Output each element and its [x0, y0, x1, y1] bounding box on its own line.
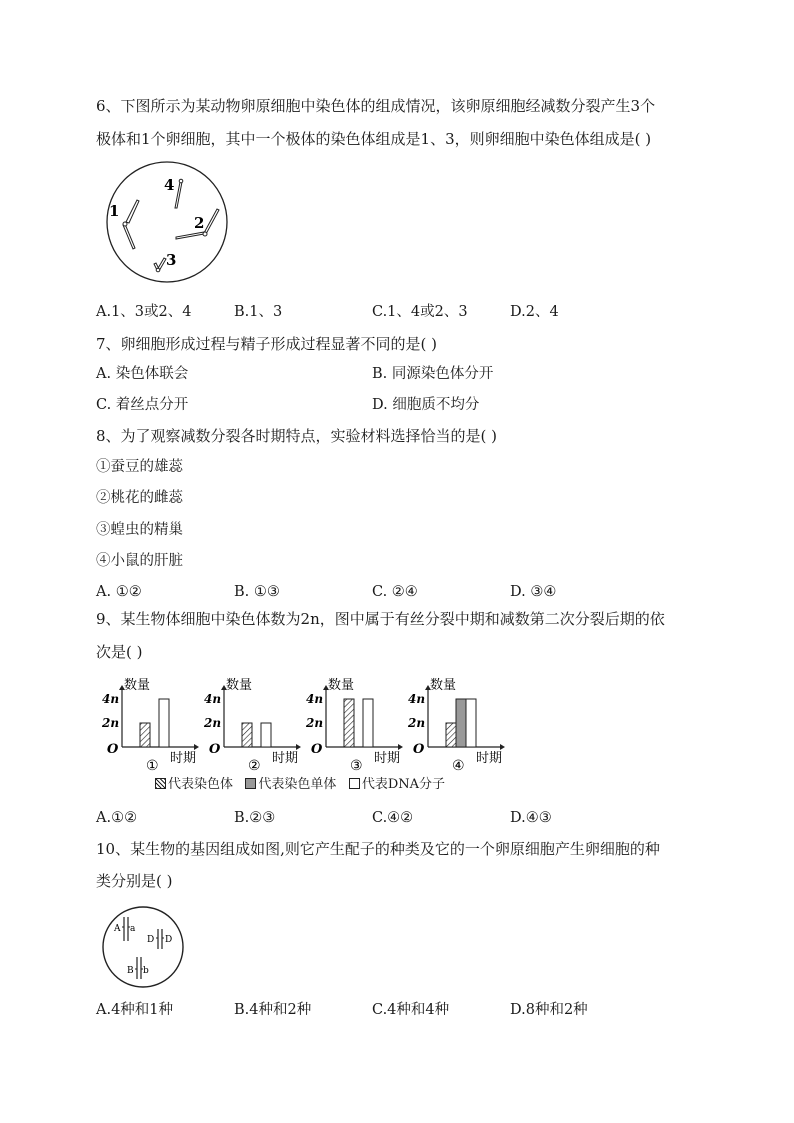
- q8-option-d[interactable]: D. ③④: [510, 584, 557, 600]
- q8-item-4: ④小鼠的肝脏: [96, 553, 183, 569]
- ylabel-1: 数量: [124, 678, 151, 693]
- q9-charts-svg: [100, 674, 520, 774]
- q7-option-d[interactable]: D. 细胞质不均分: [372, 397, 480, 413]
- q10-gene-figure: [100, 905, 190, 990]
- q6-stem-line1: 6、下图所示为某动物卵原细胞中染色体的组成情况，该卵原细胞经减数分裂产生3个: [96, 97, 656, 115]
- q10-stem-line2: 类分别是( ): [96, 872, 173, 890]
- q6-option-c[interactable]: C.1、4或2、3: [372, 304, 468, 320]
- ytick-2n-1: 2n: [102, 716, 120, 730]
- q10-option-c[interactable]: C.4种和4种: [372, 1002, 450, 1018]
- bar-1-代表DNA分子: [159, 699, 169, 747]
- x-arrow-4: [500, 744, 505, 750]
- xlabel-2: 时期: [272, 751, 299, 766]
- bar-4-代表DNA分子: [466, 699, 476, 747]
- origin-1: O: [107, 742, 119, 757]
- ylabel-4: 数量: [430, 678, 457, 693]
- q10-option-b[interactable]: B.4种和2种: [234, 1002, 312, 1018]
- ylabel-2: 数量: [226, 678, 253, 693]
- q9-legend: [155, 776, 445, 794]
- q10-stem-line1: 10、某生物的基因组成如图,则它产生配子的种类及它的一个卵原细胞产生卵细胞的种: [96, 840, 660, 858]
- chromosome-3: [154, 258, 166, 272]
- x-arrow-3: [398, 744, 403, 750]
- q6-stem-line2: 极体和1个卵细胞，其中一个极体的染色体组成是1、3，则卵细胞中染色体组成是( ): [96, 130, 652, 148]
- q9-option-b[interactable]: B.②③: [234, 810, 276, 826]
- q8-option-c[interactable]: C. ②④: [372, 584, 418, 600]
- legend-swatch-dna: [349, 778, 360, 789]
- xlabel-3: 时期: [374, 751, 401, 766]
- bar-4-代表染色体: [446, 723, 456, 747]
- category-label-4: ④: [452, 758, 465, 774]
- legend-chromosome: 代表染色体: [168, 777, 234, 792]
- ytick-2n-4: 2n: [408, 716, 426, 730]
- chromosome-4: [175, 179, 183, 208]
- chromosome-label-4: 4: [164, 176, 175, 194]
- q7-stem: 7、卵细胞形成过程与精子形成过程显著不同的是( ): [96, 335, 438, 353]
- q7-option-b[interactable]: B. 同源染色体分开: [372, 366, 494, 382]
- ytick-2n-3: 2n: [306, 716, 324, 730]
- q6-option-b[interactable]: B.1、3: [234, 304, 283, 320]
- q10-option-a[interactable]: A.4种和1种: [96, 1002, 174, 1018]
- chromosome-1: [123, 200, 139, 249]
- x-arrow-1: [194, 744, 199, 750]
- legend-swatch-chromosome: [155, 778, 166, 789]
- origin-2: O: [209, 742, 221, 757]
- bar-3-代表DNA分子: [363, 699, 373, 747]
- category-label-3: ③: [350, 758, 363, 774]
- bar-3-代表染色体: [344, 699, 354, 747]
- bar-1-代表染色体: [140, 723, 150, 747]
- origin-4: O: [413, 742, 425, 757]
- q6-option-a[interactable]: A.1、3或2、4: [96, 304, 192, 320]
- q7-option-a[interactable]: A. 染色体联会: [96, 366, 189, 382]
- q8-option-a[interactable]: A. ①②: [96, 584, 142, 600]
- q6-option-d[interactable]: D.2、4: [510, 304, 559, 320]
- xlabel-1: 时期: [170, 751, 197, 766]
- xlabel-4: 时期: [476, 751, 503, 766]
- gene-label-b: b: [143, 966, 149, 976]
- bar-2-代表DNA分子: [261, 723, 271, 747]
- legend-dna: 代表DNA分子: [361, 777, 446, 792]
- q9-bar-charts: [100, 674, 520, 774]
- q9-option-d[interactable]: D.④③: [510, 810, 552, 826]
- origin-3: O: [311, 742, 323, 757]
- q10-option-d[interactable]: D.8种和2种: [510, 1002, 588, 1018]
- q8-item-1: ①蚕豆的雄蕊: [96, 459, 183, 475]
- ytick-4n-4: 4n: [408, 692, 426, 706]
- q8-item-2: ②桃花的雌蕊: [96, 490, 183, 506]
- ylabel-3: 数量: [328, 678, 355, 693]
- q8-item-3: ③蝗虫的精巢: [96, 522, 183, 538]
- q8-stem: 8、为了观察减数分裂各时期特点，实验材料选择恰当的是( ): [96, 427, 498, 445]
- x-arrow-2: [296, 744, 301, 750]
- legend-chromatid: 代表染色单体: [258, 777, 337, 792]
- chromosome-label-2: 2: [194, 214, 205, 232]
- chromosome-label-3: 3: [166, 251, 177, 269]
- q8-option-b[interactable]: B. ①③: [234, 584, 280, 600]
- ytick-4n-2: 4n: [204, 692, 222, 706]
- q9-option-a[interactable]: A.①②: [96, 810, 138, 826]
- q9-option-c[interactable]: C.④②: [372, 810, 414, 826]
- ytick-2n-2: 2n: [204, 716, 222, 730]
- chromosome-label-1: 1: [109, 202, 120, 220]
- bar-4-代表染色单体: [456, 699, 466, 747]
- category-label-1: ①: [146, 758, 159, 774]
- gene-label-a: a: [130, 924, 136, 934]
- gene-label-A: A: [114, 924, 121, 934]
- gene-label-D-left: D: [147, 935, 155, 945]
- ytick-4n-1: 4n: [102, 692, 120, 706]
- gene-label-D-right: D: [165, 935, 173, 945]
- q7-option-c[interactable]: C. 着丝点分开: [96, 397, 189, 413]
- ytick-4n-3: 4n: [306, 692, 324, 706]
- gene-label-B: B: [127, 966, 134, 976]
- q9-stem-line1: 9、某生物体细胞中染色体数为2n，图中属于有丝分裂中期和减数第二次分裂后期的依: [96, 610, 665, 628]
- q9-stem-line2: 次是( ): [96, 643, 143, 661]
- legend-swatch-chromatid: [245, 778, 256, 789]
- bar-2-代表染色体: [242, 723, 252, 747]
- q6-chromosome-figure: [100, 160, 235, 285]
- category-label-2: ②: [248, 758, 261, 774]
